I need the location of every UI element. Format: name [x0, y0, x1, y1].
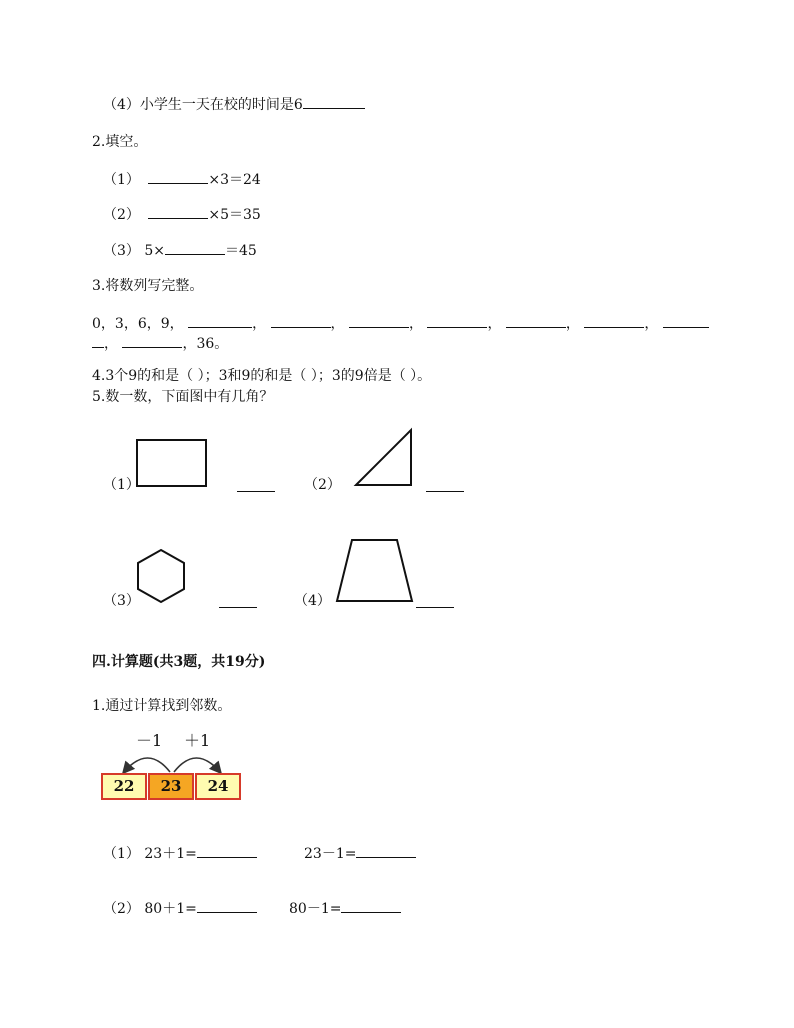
answer-blank[interactable] [197, 843, 257, 858]
answer-blank[interactable] [356, 843, 416, 858]
calc-row-1-b [304, 843, 416, 863]
section-3-title: 3.将数列写完整。 [92, 278, 204, 294]
calc-row-2-b [289, 898, 401, 918]
trapezoid-shape [335, 538, 415, 604]
row-number: （2） [103, 901, 140, 917]
calc-question-title: 1.通过计算找到邻数。 [92, 698, 232, 714]
question-4 [103, 94, 365, 114]
answer-blank[interactable] [303, 94, 365, 109]
answer-blank-4[interactable] [416, 607, 454, 608]
triangle-shape [353, 427, 415, 489]
minus-one-label: －1 [136, 731, 163, 750]
calc-row-2 [103, 898, 257, 918]
answer-blank[interactable] [427, 313, 487, 328]
plus-one-label: ＋1 [184, 731, 211, 750]
part-4-heading: 四.计算题(共3题，共19分) [92, 654, 266, 670]
shape-label-2: （2） [304, 477, 341, 493]
sequence-start: 0，3，6，9， [92, 316, 184, 332]
answer-blank[interactable] [506, 313, 566, 328]
rectangle-shape [136, 439, 208, 489]
hexagon-shape [134, 547, 188, 605]
separator: ， [565, 316, 580, 332]
item-expression: ×3＝24 [208, 172, 261, 188]
expression-b: 80－1= [289, 901, 342, 917]
answer-blank[interactable] [349, 313, 409, 328]
answer-blank[interactable] [188, 313, 252, 328]
answer-blank[interactable] [122, 333, 182, 348]
item-number: （3） [103, 243, 140, 259]
answer-blank[interactable] [165, 240, 225, 255]
sequence-line-2 [92, 333, 228, 353]
answer-blank[interactable] [148, 204, 208, 219]
answer-blank[interactable] [197, 898, 257, 913]
separator: ， [487, 316, 502, 332]
separator: ， [104, 336, 118, 352]
shape-label-1: （1） [103, 477, 140, 493]
separator: ， [409, 316, 423, 332]
sequence-line-1 [92, 313, 709, 333]
answer-blank[interactable] [271, 313, 331, 328]
question-4-text: （4）小学生一天在校的时间是6 [103, 97, 303, 113]
separator: ， [330, 316, 345, 332]
fill-item-3 [103, 240, 257, 260]
item-expression: ＝45 [225, 243, 257, 259]
answer-blank-continued[interactable] [92, 333, 104, 348]
answer-blank[interactable] [341, 898, 401, 913]
number-cell-23: 23 [148, 773, 194, 800]
answer-blank[interactable] [148, 169, 208, 184]
section-5-title: 5.数一数，下面图中有几角？ [92, 389, 274, 405]
answer-blank[interactable] [584, 313, 644, 328]
calc-row-1 [103, 843, 257, 863]
section-2-title: 2.填空。 [92, 134, 148, 150]
section-4-question: 4.3个9的和是（ ）；3和9的和是（ ）；3的9倍是（ ）。 [92, 368, 432, 384]
answer-blank-1[interactable] [237, 491, 275, 492]
number-cell-22: 22 [101, 773, 147, 800]
number-cell-24: 24 [195, 773, 241, 800]
item-expression: ×5＝35 [208, 207, 261, 223]
plus-one-arrow [174, 758, 220, 772]
expression-a: 80＋1= [144, 901, 197, 917]
fill-item-2 [103, 204, 261, 224]
shape-label-4: （4） [294, 593, 331, 609]
item-expression-head: 5× [144, 243, 166, 259]
separator: ， [644, 316, 659, 332]
neighbor-arrows [100, 728, 250, 778]
minus-one-arrow [124, 758, 170, 772]
expression-b: 23－1= [304, 846, 357, 862]
item-number: （2） [103, 207, 140, 223]
sequence-end: ，36。 [182, 336, 229, 352]
shape-label-3: （3） [103, 593, 140, 609]
answer-blank-3[interactable] [219, 607, 257, 608]
answer-blank-2[interactable] [426, 491, 464, 492]
fill-item-1 [103, 169, 261, 189]
row-number: （1） [103, 846, 140, 862]
answer-blank[interactable] [663, 313, 709, 328]
item-number: （1） [103, 172, 140, 188]
separator: ， [252, 316, 267, 332]
expression-a: 23＋1= [144, 846, 197, 862]
